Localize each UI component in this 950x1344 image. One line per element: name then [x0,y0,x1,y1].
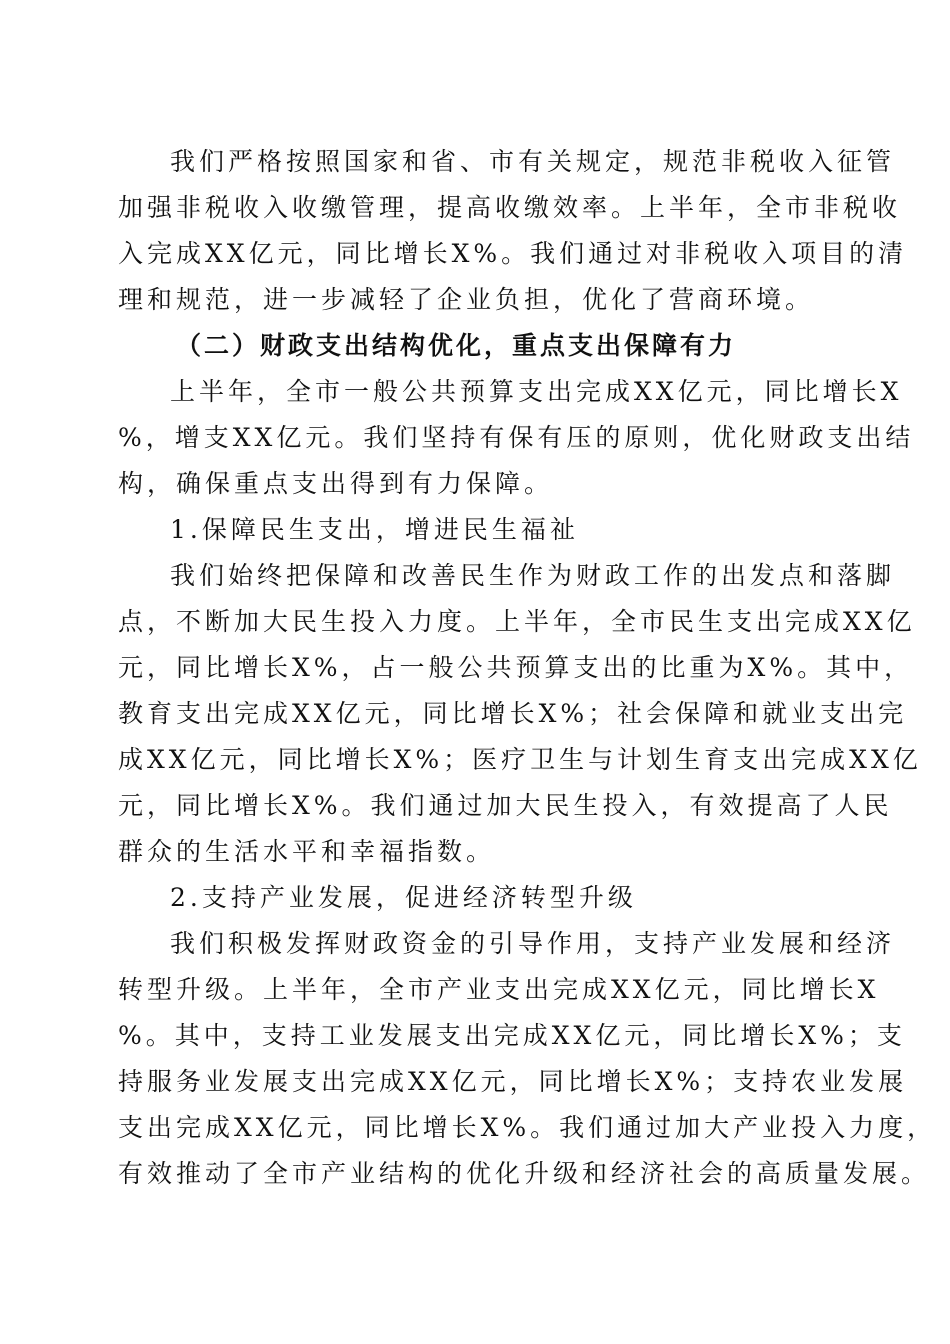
paragraph-line: 教育支出完成XX亿元，同比增长X%；社会保障和就业支出完 [118,699,908,728]
paragraph-line: 我们始终把保障和改善民生作为财政工作的出发点和落脚 [170,561,896,590]
paragraph-line: 转型升级。上半年，全市产业支出完成XX亿元，同比增长X [118,975,880,1004]
paragraph-line: 点，不断加大民生投入力度。上半年，全市民生支出完成XX亿 [118,607,916,636]
paragraph-line: 群众的生活水平和幸福指数。 [118,837,496,866]
paragraph-line: %，增支XX亿元。我们坚持有保有压的原则，优化财政支出结 [118,423,915,452]
paragraph-line: 构，确保重点支出得到有力保障。 [118,469,554,498]
subsection-heading: 1.保障民生支出，增进民生福祉 [170,515,579,544]
paragraph-line: 持服务业发展支出完成XX亿元，同比增长X%；支持农业发展 [118,1067,908,1096]
paragraph-line: %。其中，支持工业发展支出完成XX亿元，同比增长X%；支 [118,1021,906,1050]
paragraph-line: 理和规范，进一步减轻了企业负担，优化了营商环境。 [118,285,815,314]
paragraph-line: 加强非税收入收缴管理，提高收缴效率。上半年，全市非税收 [118,193,902,222]
subsection-heading: 2.支持产业发展，促进经济转型升级 [170,883,637,912]
paragraph-line: 有效推动了全市产业结构的优化升级和经济社会的高质量发展。 [118,1159,931,1188]
paragraph-line: 元，同比增长X%，占一般公共预算支出的比重为X%。其中， [118,653,914,682]
paragraph-line: 上半年，全市一般公共预算支出完成XX亿元，同比增长X [170,377,903,406]
section-heading: （二）财政支出结构优化，重点支出保障有力 [176,331,737,360]
paragraph-line: 成XX亿元，同比增长X%；医疗卫生与计划生育支出完成XX亿 [118,745,922,774]
paragraph-line: 支出完成XX亿元，同比增长X%。我们通过加大产业投入力度， [118,1113,937,1142]
paragraph-line: 我们积极发挥财政资金的引导作用，支持产业发展和经济 [170,929,896,958]
paragraph-line: 我们严格按照国家和省、市有关规定，规范非税收入征管 [170,147,896,176]
paragraph-line: 入完成XX亿元，同比增长X%。我们通过对非税收入项目的清 [118,239,908,268]
paragraph-line: 元，同比增长X%。我们通过加大民生投入，有效提高了人民 [118,791,893,820]
